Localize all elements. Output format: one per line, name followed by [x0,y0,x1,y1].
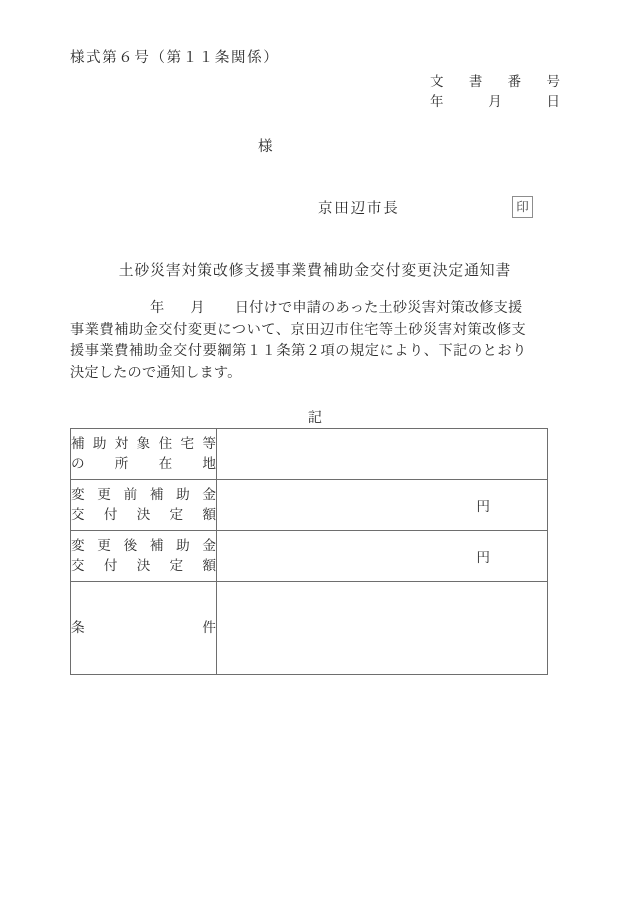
value-subsidy-target-address[interactable] [217,429,548,480]
date-month-label: 月 [488,94,502,109]
form-number: 様式第６号（第１１条関係） [70,50,280,66]
body-month-label: 月 [190,300,205,316]
row-label-conditions [71,582,217,675]
label-char: 更 [97,538,111,553]
table-row [71,582,548,675]
label-char: 額 [202,558,216,573]
label-char: 金 [202,538,216,553]
issuer-name: 京田辺市長 [318,200,400,217]
row-label-amount-after-change [71,531,217,582]
document-title: 土砂災害対策改修支援事業費補助金交付変更決定通知書 [118,263,512,279]
date-year-label: 年 [430,94,444,109]
label-char: 条 [71,620,85,635]
table-row [71,480,548,531]
label-line [71,434,216,454]
label-char: 補 [71,436,85,451]
body-paragraph [70,298,550,384]
date-day-label: 日 [546,94,560,109]
doc-number-char-4: 号 [546,74,560,89]
label-char: 更 [97,487,111,502]
label-char: 額 [202,507,216,522]
label-char: 金 [202,487,216,502]
value-amount-after-change[interactable] [217,531,548,582]
label-char: 宅 [180,436,195,451]
label-char: 変 [71,538,85,553]
label-char: 後 [123,538,138,553]
body-line-1 [70,298,550,320]
label-char: 助 [92,436,107,451]
label-line [71,556,216,576]
body-line-3: 援事業費補助金交付要綱第１１条第２項の規定により、下記のとおり [70,343,527,359]
issuer-row [318,196,533,218]
label-line [71,454,216,474]
label-char: 定 [169,558,184,573]
body-line-2: 事業費補助金交付変更について、京田辺市住宅等土砂災害対策改修支 [70,321,527,338]
label-char: 在 [158,456,173,471]
row-label-subsidy-target-address [71,429,217,480]
label-char: 交 [71,507,85,522]
table-row [71,429,548,480]
label-char: 変 [71,487,85,502]
label-line [71,505,216,525]
value-conditions[interactable] [217,582,548,675]
label-char: 所 [114,456,129,471]
label-char: 前 [123,487,138,502]
label-line [71,536,216,556]
document-number-line [430,72,560,92]
label-char: 決 [136,558,151,573]
body-line-4: 決定したので通知します。 [70,364,242,381]
label-char: 住 [158,436,173,451]
body-line-1-rest: 日付けで申請のあった土砂災害対策改修支援 [234,300,523,316]
notice-details-table [70,428,548,675]
label-char: 等 [202,436,216,451]
label-char: 助 [176,487,190,502]
label-char: 地 [202,456,216,471]
document-number-block [430,72,560,112]
label-char: 件 [202,620,216,635]
currency-unit: 円 [476,499,490,514]
ki-marker: 記 [307,410,323,426]
doc-number-char-1: 文 [430,74,444,89]
label-char: 補 [149,487,164,502]
label-char: 付 [103,558,118,573]
label-char: 定 [169,507,184,522]
label-char: 対 [114,436,129,451]
table-row [71,531,548,582]
value-amount-before-change[interactable] [217,480,548,531]
label-char: 付 [103,507,118,522]
seal-stamp-icon: 印 [512,196,533,218]
doc-number-char-2: 書 [468,74,483,89]
label-char: 決 [136,507,151,522]
label-line [71,485,216,505]
addressee-honorific: 様 [258,139,273,155]
label-line [71,618,216,638]
currency-unit: 円 [476,550,490,565]
label-char: 象 [136,436,151,451]
label-char: 交 [71,558,85,573]
label-char: 助 [176,538,190,553]
document-date-line [430,92,560,112]
doc-number-char-3: 番 [507,74,522,89]
label-char: 補 [149,538,164,553]
body-year-label: 年 [150,300,165,316]
row-label-amount-before-change [71,480,217,531]
label-char: の [71,456,85,471]
